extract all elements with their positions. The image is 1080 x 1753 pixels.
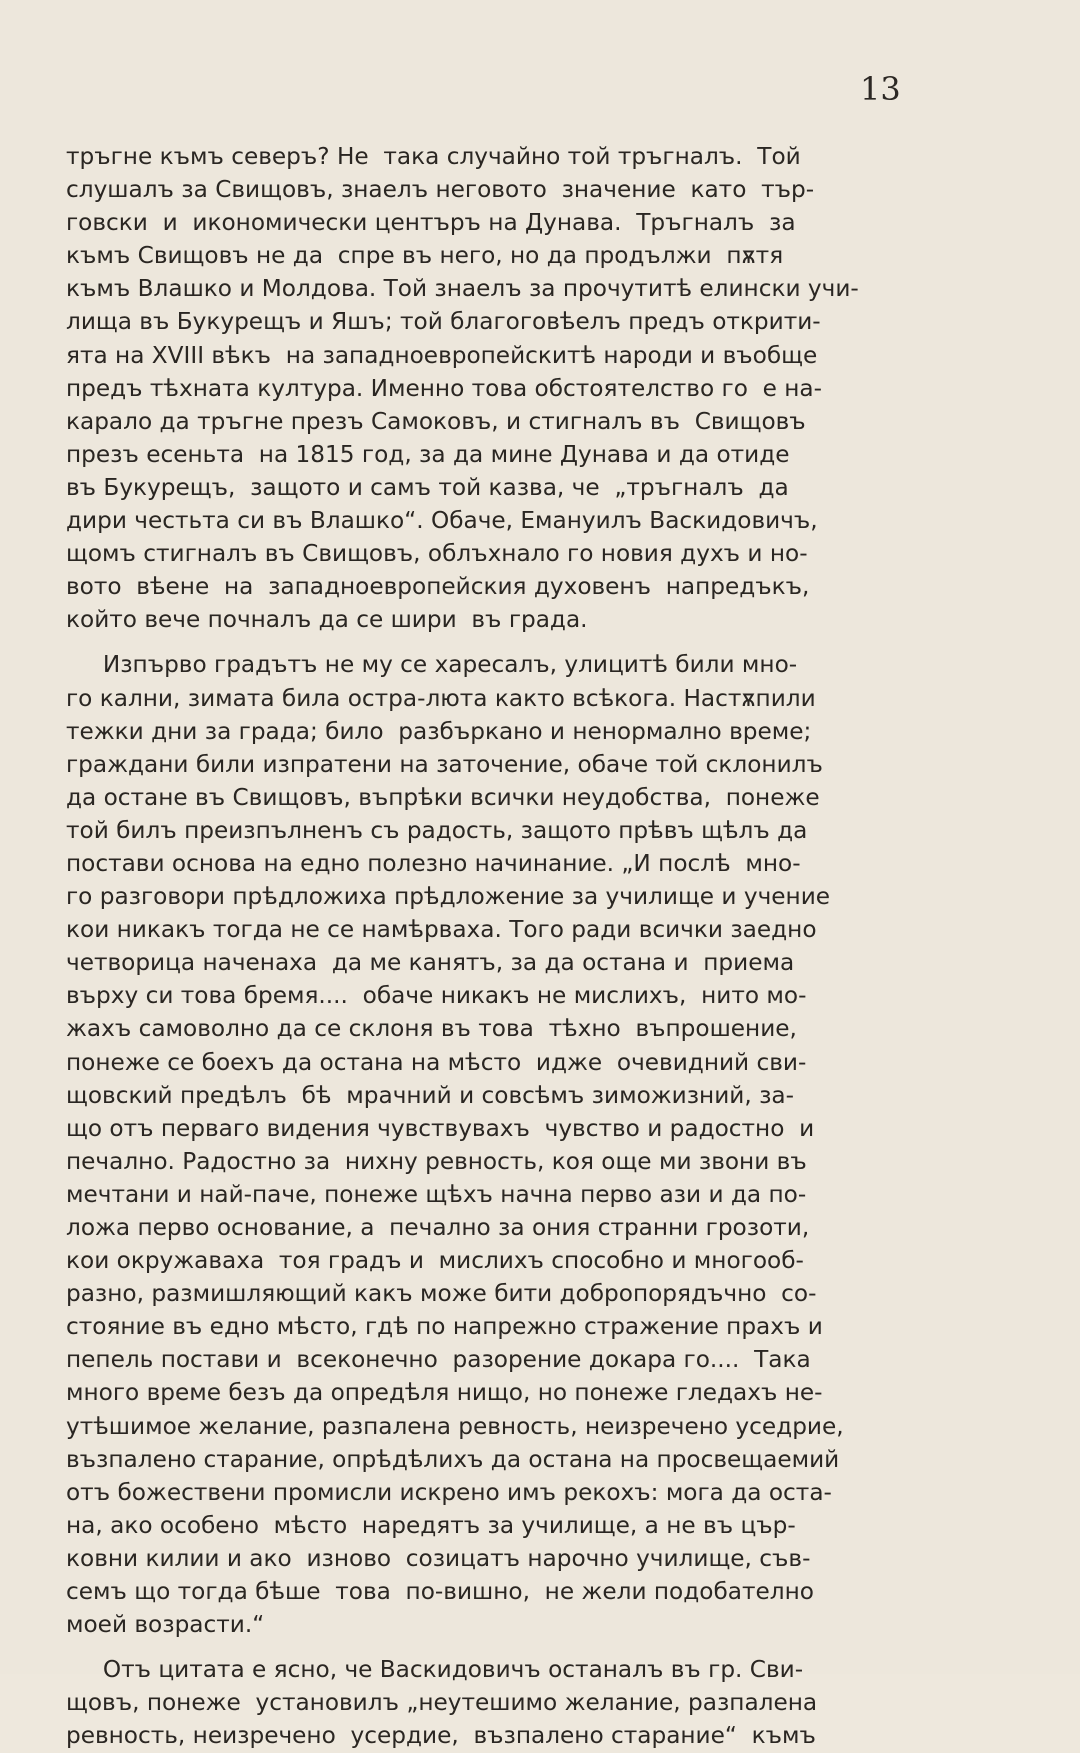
text-line: щомъ стигналъ въ Свищовъ, облъхнало го новия духъ и но- (66, 540, 808, 568)
paragraph (66, 648, 900, 1641)
text-line: го разговори прѣдложиха прѣдложение за училище и учение (66, 883, 831, 911)
text-line: печално. Радостно за нихну ревность, коя още ми звони въ (66, 1147, 807, 1175)
text-line: къмъ Свищовъ не да спре въ него, но да продължи пѫтя (66, 242, 784, 270)
text-line: разно, размишляющий какъ може бити добропорядъчно со- (66, 1280, 817, 1308)
text-line: Отъ цитата е ясно, че Васкидовичъ останалъ въ гр. Сви- (66, 1656, 804, 1684)
text-line: вото вѣене на западноевропейския духовенъ напредъкъ, (66, 573, 810, 601)
text-line: отъ божествени промисли искрено имъ рекохъ: мога да оста- (66, 1478, 832, 1506)
text-line: въ Букурещъ, защото и самъ той казва, че „тръгналъ да (66, 473, 789, 501)
text-line: той билъ преизпълненъ съ радость, защото прѣвъ щѣлъ да (66, 816, 808, 844)
text-line: тръгне къмъ северъ? Не така случайно той тръгналъ. Той (66, 143, 801, 170)
text-line: който вече почналъ да се шири въ града. (66, 606, 588, 634)
text-line: стояние въ едно мѣсто, гдѣ по напрежно стражение прахъ и (66, 1313, 823, 1341)
text-line: много време безъ да опредѣля нищо, но понеже гледахъ не- (66, 1379, 823, 1407)
text-line: пепель постави и всеконечно разорение докара го.... Така (66, 1346, 811, 1374)
text-line: ковни килии и ако изново созицатъ нарочно училище, съв- (66, 1544, 811, 1572)
text-line: да остане въ Свищовъ, въпрѣки всички неудобства, понеже (66, 783, 820, 811)
text-line: четворица наченаха да ме канятъ, за да остана и приема (66, 949, 795, 977)
text-line: мечтани и най-паче, понеже щѣхъ начна перво ази и да по- (66, 1180, 807, 1208)
text-line: кои окружаваха тоя градъ и мислихъ способно и многооб- (66, 1247, 804, 1275)
text-line: предъ тѣхната култура. Именно това обстоятелство го е на- (66, 374, 822, 402)
text-line: щовский предѣлъ бѣ мрачний и совсѣмъ зиможизний, за- (66, 1081, 794, 1109)
text-line: карало да тръгне презъ Самоковъ, и стигналъ въ Свищовъ (66, 407, 806, 435)
text-line: върху си това бремя.... обаче никакъ не мислихъ, нито мо- (66, 982, 807, 1010)
text-line: граждани били изпратени на заточение, обаче той склонилъ (66, 750, 823, 778)
text-line: ложа перво основание, а печално за ония странни грозоти, (66, 1214, 810, 1241)
text-line: лища въ Букурещъ и Яшъ; той благоговѣелъ предъ открити- (66, 308, 821, 336)
text-line: Изпърво градътъ не му се харесалъ, улицитѣ били мно- (66, 651, 798, 679)
text-line: ревность, неизречено усердие, възпалено старание“ къмъ (66, 1722, 816, 1750)
paragraph (66, 1653, 900, 1752)
text-line: жахъ самоволно да се склоня въ това тѣхно въпрошение, (66, 1015, 797, 1043)
text-line: къмъ Влашко и Молдова. Той знаелъ за прочутитѣ елински учи- (66, 275, 859, 303)
page-number: 13 (860, 70, 901, 108)
text-line: дири честьта си въ Влашко“. Обаче, Емануилъ Васкидовичъ, (66, 507, 818, 535)
text-line: постави основа на едно полезно начинание. „И послѣ мно- (66, 849, 801, 877)
text-line: слушалъ за Свищовъ, знаелъ неговото значение като тър- (66, 176, 815, 204)
text-line: на, ако особено мѣсто наредятъ за училище, а не въ цър- (66, 1511, 796, 1539)
body-text (66, 140, 900, 1753)
text-line: презъ есеньта на 1815 год, за да мине Дунава и да отиде (66, 440, 790, 468)
text-line: възпалено старание, опрѣдѣлихъ да остана на просвещаемий (66, 1445, 840, 1473)
text-line: утѣшимое желание, разпалена ревность, неизречено уседрие, (66, 1412, 844, 1440)
text-line: семъ що тогда бѣше това по-вишно, не жели подобателно (66, 1578, 814, 1606)
text-line: го кални, зимата била остра-люта както всѣкога. Настѫпили (66, 684, 816, 712)
text-line: понеже се боехъ да остана на мѣсто идже очевидний сви- (66, 1048, 807, 1076)
text-line: щовъ, понеже установилъ „неутешимо желание, разпалена (66, 1689, 818, 1717)
text-line: моей возрасти.“ (66, 1611, 265, 1639)
text-line: що отъ перваго видения чувствувахъ чувство и радостно и (66, 1114, 815, 1142)
text-line: кои никакъ тогда не се намѣрваха. Того ради всички заедно (66, 916, 817, 944)
text-line: ята на XVIII вѣкъ на западноевропейскитѣ народи и въобще (66, 341, 818, 369)
paragraph (66, 140, 900, 636)
text-line: говски и икономически центъръ на Дунава. Тръгналъ за (66, 209, 796, 237)
text-line: тежки дни за града; било разбъркано и ненормално време; (66, 717, 812, 745)
